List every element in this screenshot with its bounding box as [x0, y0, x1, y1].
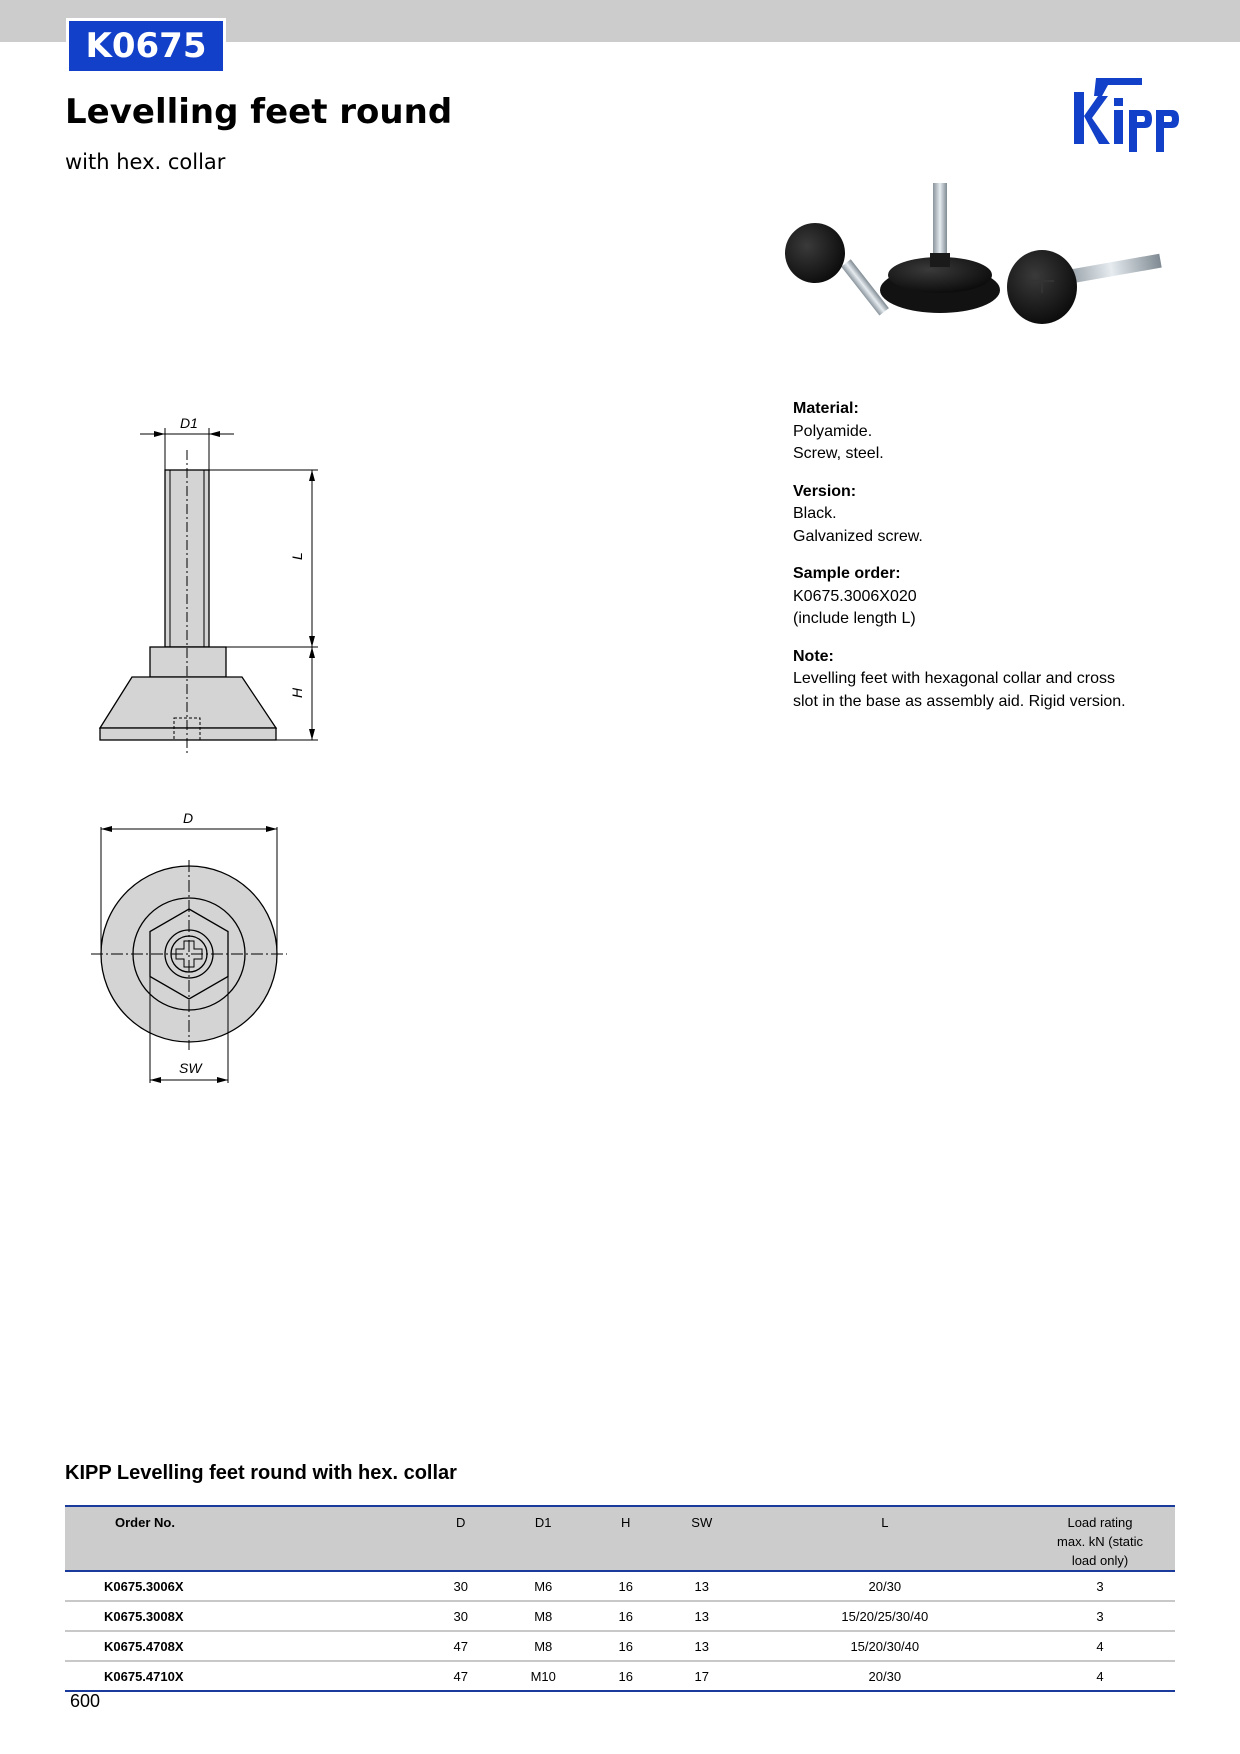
col-header-load	[1025, 1506, 1175, 1571]
note-label: Note:	[793, 647, 834, 665]
version-line: Galvanized screw.	[793, 527, 923, 545]
cell-order: K0675.4710X	[65, 1661, 428, 1691]
page-title: Levelling feet round	[65, 92, 453, 132]
load-header-line: Load rating	[1067, 1515, 1133, 1530]
note-line: slot in the base as assembly aid. Rigid version.	[793, 692, 1126, 710]
cell-load: 4	[1025, 1631, 1175, 1661]
page-subtitle: with hex. collar	[65, 150, 226, 174]
version-label: Version:	[793, 482, 857, 500]
table-row	[65, 1661, 1175, 1691]
sample-order-block	[793, 563, 1173, 631]
table-row	[65, 1571, 1175, 1601]
sample-order-label: Sample order:	[793, 565, 901, 582]
table-row	[65, 1601, 1175, 1631]
cell-sw: 13	[659, 1631, 745, 1661]
load-header-line: load only)	[1071, 1553, 1129, 1568]
kipp-logo	[1072, 76, 1187, 158]
material-line: Screw, steel.	[793, 445, 884, 462]
cell-l: 20/30	[745, 1571, 1025, 1601]
product-info	[793, 398, 1173, 728]
sample-order-line: (include length L)	[793, 610, 916, 627]
col-header-order: Order No.	[65, 1506, 428, 1571]
col-header-d1: D1	[494, 1506, 593, 1571]
cell-d1: M6	[494, 1571, 593, 1601]
material-line: Polyamide.	[793, 422, 873, 440]
dim-label-h: H	[289, 687, 305, 698]
page-number: 600	[70, 1691, 101, 1711]
col-header-h: H	[592, 1506, 658, 1571]
cell-d1: M8	[494, 1631, 593, 1661]
cell-d: 30	[428, 1571, 494, 1601]
col-header-d: D	[428, 1506, 494, 1571]
cell-d: 30	[428, 1601, 494, 1631]
sample-order-line: K0675.3006X020	[793, 587, 917, 605]
cell-sw: 13	[659, 1571, 745, 1601]
col-header-sw: SW	[659, 1506, 745, 1571]
cell-load: 4	[1025, 1661, 1175, 1691]
cell-h: 16	[592, 1631, 658, 1661]
dim-label-l: L	[289, 552, 305, 560]
cell-h: 16	[592, 1661, 658, 1691]
product-code-badge: K0675	[66, 18, 226, 74]
cell-d: 47	[428, 1661, 494, 1691]
dim-label-sw: SW	[179, 1060, 202, 1076]
cell-l: 15/20/30/40	[745, 1631, 1025, 1661]
cell-l: 20/30	[745, 1661, 1025, 1691]
load-header-line: max. kN (static	[1057, 1534, 1143, 1549]
table-row	[65, 1631, 1175, 1661]
note-block	[793, 646, 1173, 714]
cell-order: K0675.3008X	[65, 1601, 428, 1631]
cell-order: K0675.4708X	[65, 1631, 428, 1661]
cell-order: K0675.3006X	[65, 1571, 428, 1601]
cell-load: 3	[1025, 1601, 1175, 1631]
product-photo	[780, 175, 1180, 365]
note-line: Levelling feet with hexagonal collar and cross	[793, 670, 1115, 687]
material-block	[793, 398, 1173, 466]
cell-sw: 17	[659, 1661, 745, 1691]
cell-h: 16	[592, 1601, 658, 1631]
table-title: KIPP Levelling feet round with hex. collar	[65, 1462, 457, 1484]
spec-table	[65, 1505, 1175, 1692]
table-header-row	[65, 1506, 1175, 1571]
version-block	[793, 481, 1173, 549]
cell-d1: M8	[494, 1601, 593, 1631]
material-label: Material:	[793, 400, 859, 417]
side-view-drawing	[90, 410, 330, 760]
cell-d1: M10	[494, 1661, 593, 1691]
cell-h: 16	[592, 1571, 658, 1601]
dim-label-d: D	[183, 810, 194, 826]
col-header-l: L	[745, 1506, 1025, 1571]
cell-d: 47	[428, 1631, 494, 1661]
top-view-drawing	[85, 805, 305, 1095]
cell-l: 15/20/25/30/40	[745, 1601, 1025, 1631]
dim-label-d1: D1	[180, 415, 198, 431]
cell-load: 3	[1025, 1571, 1175, 1601]
version-line: Black.	[793, 505, 837, 522]
cell-sw: 13	[659, 1601, 745, 1631]
